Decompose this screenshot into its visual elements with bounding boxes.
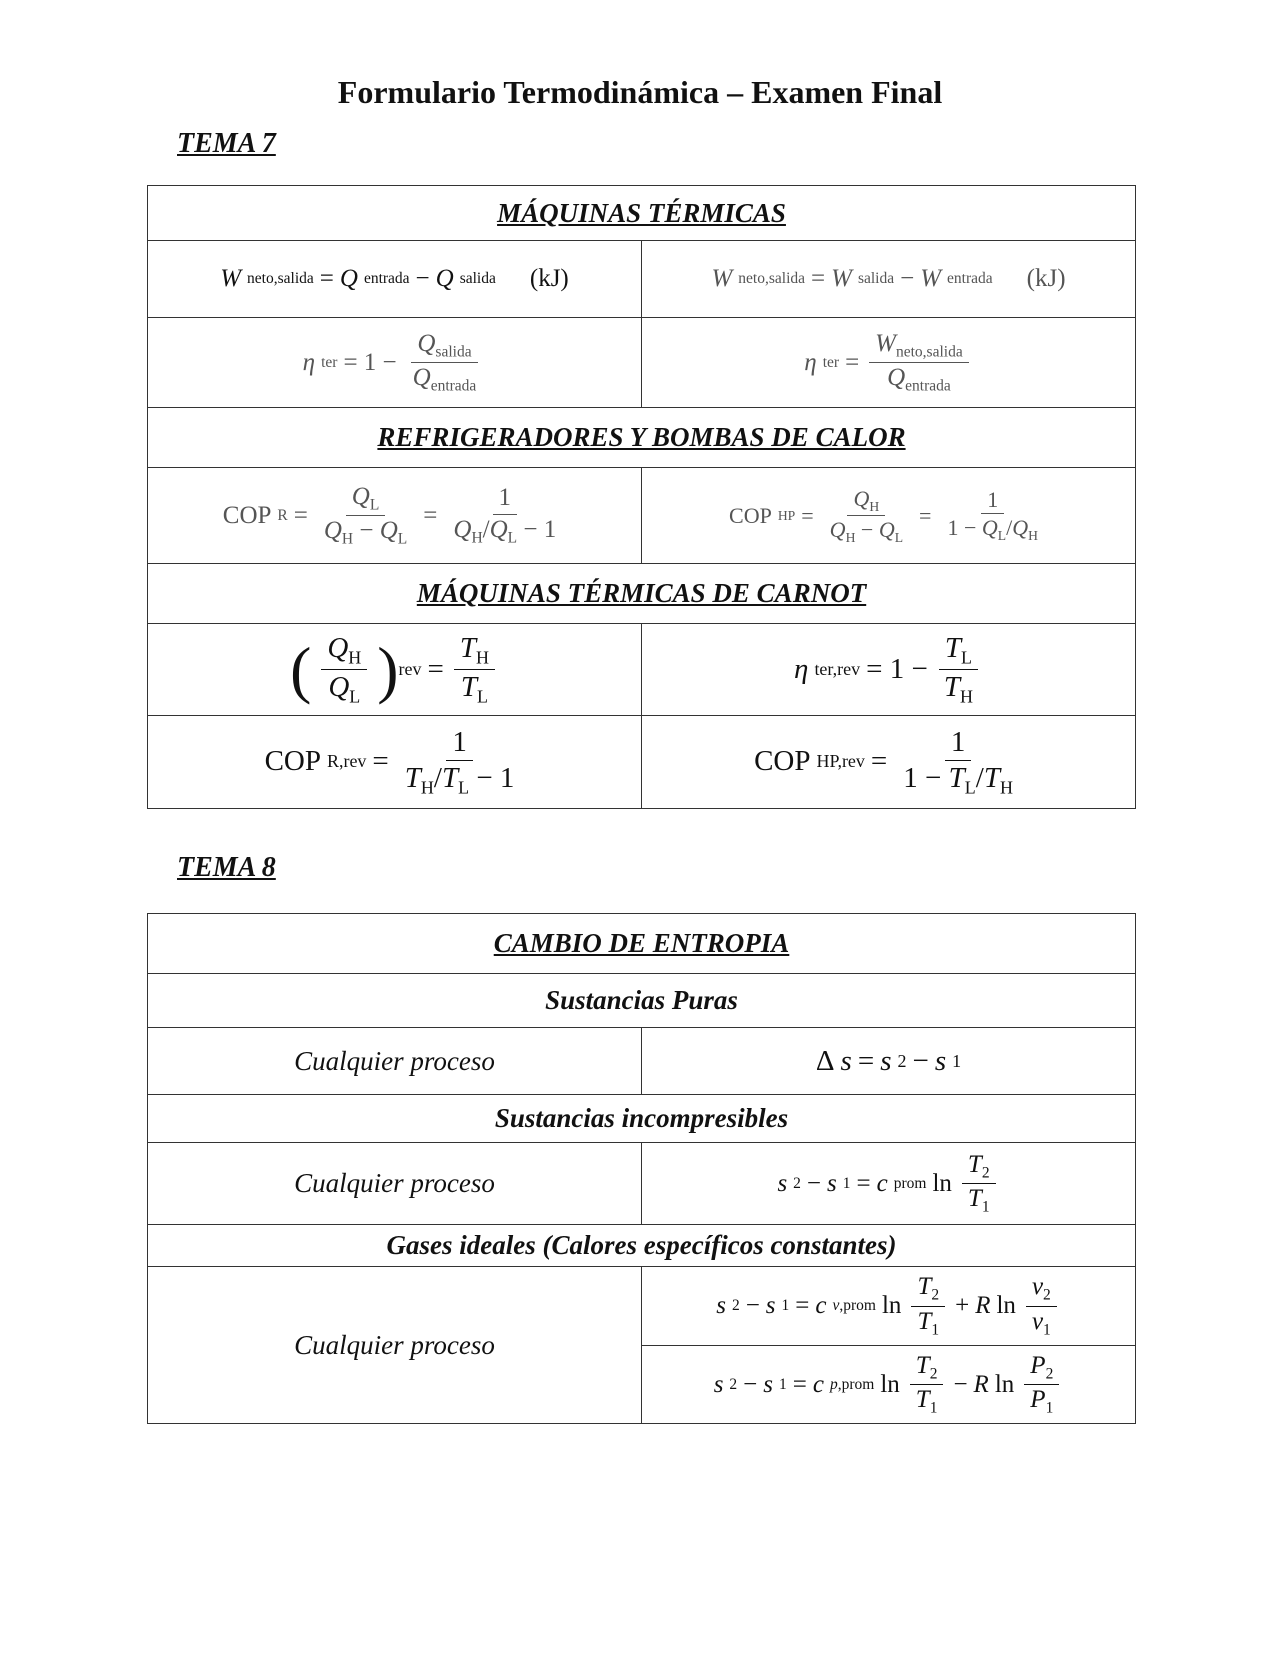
cualquier-proceso-label: Cualquier proceso [148, 1267, 642, 1424]
carnot-header: MÁQUINAS TÉRMICAS DE CARNOT [148, 564, 1136, 624]
formula-entropy-ideal-gas-cv: s 2 − s 1 = c v,prom ln $\frac{T_2}{T_1}$ + R ln $\frac{v_2}{v_1}$ [642, 1267, 1136, 1346]
formula-cop-hp-rev: COP HP,rev = $\frac{1}{1 - T_L/T_H}$ [642, 716, 1136, 809]
formula-cop-r: COP R = $\frac{Q_L}{Q_H - Q_L}$ = $\frac{1}{Q_H/Q_L - 1}$ [148, 468, 642, 564]
formula-work-net-work: W neto,salida = W salida − W entrada (kJ) [642, 241, 1136, 318]
sustancias-incompresibles-header: Sustancias incompresibles [148, 1095, 1136, 1143]
sustancias-puras-header: Sustancias Puras [148, 974, 1136, 1028]
formula-entropy-pure: Δ s = s 2 − s 1 [642, 1028, 1136, 1095]
tema7-table [147, 185, 1136, 809]
formula-entropy-incompressible: s 2 − s 1 = c prom ln $\frac{T_2}{T_1}$ [642, 1143, 1136, 1225]
formula-cop-hp: COP HP = $\frac{Q_H}{Q_H - Q_L}$ = $\frac{1}{1 - Q_L/Q_H}$ [642, 468, 1136, 564]
tema7-heading: TEMA 7 [177, 128, 276, 159]
formula-efficiency-heat: η ter = 1 − $\frac{Q_{salida}}{Q_{entrada}}$ [148, 318, 642, 408]
gases-ideales-header: Gases ideales (Calores específicos constantes) [148, 1225, 1136, 1267]
unit-kj: (kJ) [529, 265, 569, 292]
maquinas-termicas-header: MÁQUINAS TÉRMICAS [148, 186, 1136, 241]
cambio-entropia-header: CAMBIO DE ENTROPIA [148, 914, 1136, 974]
tema8-heading: TEMA 8 [177, 852, 276, 883]
formula-entropy-ideal-gas-cp: s 2 − s 1 = c p,prom ln $\frac{T_2}{T_1}$ − R ln $\frac{P_2}{P_1}$ [642, 1346, 1136, 1424]
cualquier-proceso-label: Cualquier proceso [148, 1028, 642, 1095]
formula-efficiency-work: η ter = $\frac{W_{neto,salida}}{Q_{entrada}}$ [642, 318, 1136, 408]
unit-kj: (kJ) [1026, 265, 1066, 292]
cualquier-proceso-label: Cualquier proceso [148, 1143, 642, 1225]
formula-cop-r-rev: COP R,rev = $\frac{1}{T_H/T_L - 1}$ [148, 716, 642, 809]
refrigeradores-header: REFRIGERADORES Y BOMBAS DE CALOR [148, 408, 1136, 468]
formula-work-net-heat: W neto,salida = Q entrada − Q salida (kJ) [148, 241, 642, 318]
formula-carnot-ratio: ( $\frac{Q_H}{Q_L}$ ) rev = $\frac{T_H}{T_L}$ [148, 624, 642, 716]
formula-carnot-efficiency: η ter,rev = 1 − $\frac{T_L}{T_H}$ [642, 624, 1136, 716]
tema8-table [147, 913, 1136, 1424]
page-title: Formulario Termodinámica – Examen Final [337, 74, 943, 110]
